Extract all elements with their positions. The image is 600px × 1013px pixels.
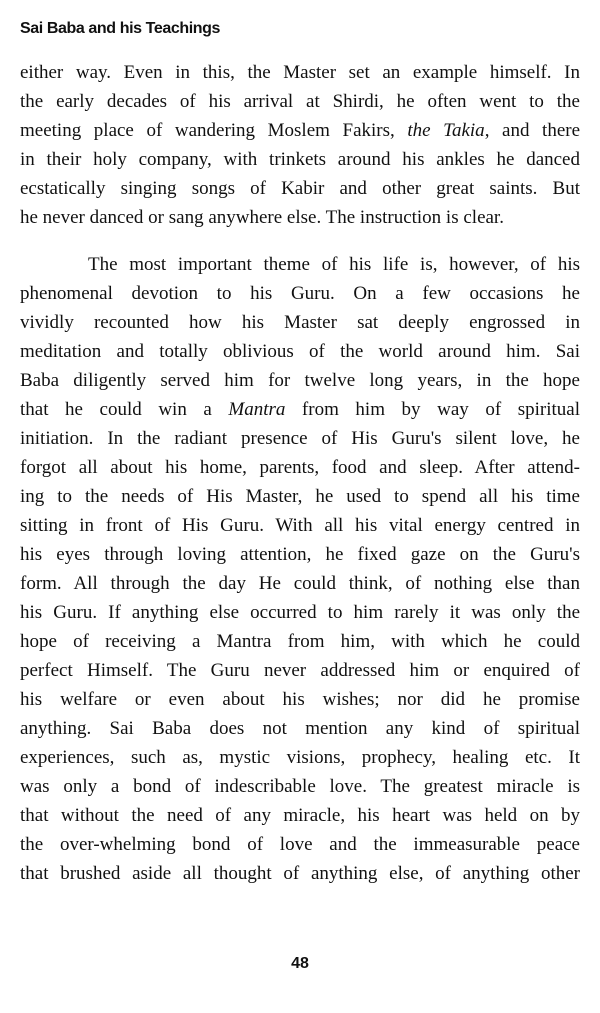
text-line: sitting in front of His Guru. With all his vital energy centred in bbox=[20, 515, 580, 536]
text-line bbox=[20, 395, 580, 424]
italic-term-mantra: Mantra bbox=[228, 399, 286, 420]
paragraph-guru-devotion bbox=[20, 250, 580, 888]
italic-term-the-takia: the Takia bbox=[407, 120, 485, 141]
page-number: 48 bbox=[291, 955, 309, 972]
running-header-title: Sai Baba and his Teachings bbox=[20, 20, 221, 37]
text-line: perfect Himself. The Guru never addressed him or enquired of bbox=[20, 660, 580, 681]
text-line: anything. Sai Baba does not mention any kind of spiritual bbox=[20, 718, 580, 739]
paragraph-continuation bbox=[20, 58, 580, 232]
text-line: his welfare or even about his wishes; nor did he promise bbox=[20, 689, 580, 710]
text-line: his Guru. If anything else occurred to him rarely it was only the bbox=[20, 602, 580, 623]
text-line: either way. Even in this, the Master set an example himself. In bbox=[20, 62, 580, 83]
text-line: that brushed aside all thought of anything else, of anything other bbox=[20, 863, 580, 884]
paragraph-gap bbox=[20, 232, 580, 250]
text-line bbox=[20, 116, 580, 145]
text-line: The most important theme of his life is, however, of his bbox=[88, 254, 580, 275]
text-line: meditation and totally oblivious of the world around him. Sai bbox=[20, 341, 580, 362]
text-line: was only a bond of indescribable love. The greatest miracle is bbox=[20, 776, 580, 797]
text-line: the early decades of his arrival at Shirdi, he often went to the bbox=[20, 91, 580, 112]
text-run: from him by way of spiritual bbox=[285, 399, 580, 420]
text-line: forgot all about his home, parents, food and sleep. After attend- bbox=[20, 457, 580, 478]
text-line: hope of receiving a Mantra from him, with which he could bbox=[20, 631, 580, 652]
text-line: Baba diligently served him for twelve long years, in the hope bbox=[20, 370, 580, 391]
text-line: he never danced or sang anywhere else. The instruction is clear. bbox=[20, 207, 504, 228]
text-line: that without the need of any miracle, his heart was held on by bbox=[20, 805, 580, 826]
text-line: phenomenal devotion to his Guru. On a few occasions he bbox=[20, 283, 580, 304]
text-line: in their holy company, with trinkets around his ankles he danced bbox=[20, 149, 580, 170]
text-line: the over-whelming bond of love and the immeasurable peace bbox=[20, 834, 580, 855]
text-run: , and there bbox=[484, 120, 581, 141]
text-run: meeting place of wandering Moslem Fakirs, bbox=[20, 120, 408, 141]
text-line: ecstatically singing songs of Kabir and other great saints. But bbox=[20, 178, 580, 199]
text-line: his eyes through loving attention, he fixed gaze on the Guru's bbox=[20, 544, 580, 565]
text-run: that he could win a bbox=[20, 399, 229, 420]
text-line: experiences, such as, mystic visions, prophecy, healing etc. It bbox=[20, 747, 580, 768]
text-line: vividly recounted how his Master sat deeply engrossed in bbox=[20, 312, 580, 333]
text-line: form. All through the day He could think, of nothing else than bbox=[20, 573, 580, 594]
text-line: ing to the needs of His Master, he used to spend all his time bbox=[20, 486, 580, 507]
body-text bbox=[20, 58, 580, 888]
text-line: initiation. In the radiant presence of His Guru's silent love, he bbox=[20, 428, 580, 449]
